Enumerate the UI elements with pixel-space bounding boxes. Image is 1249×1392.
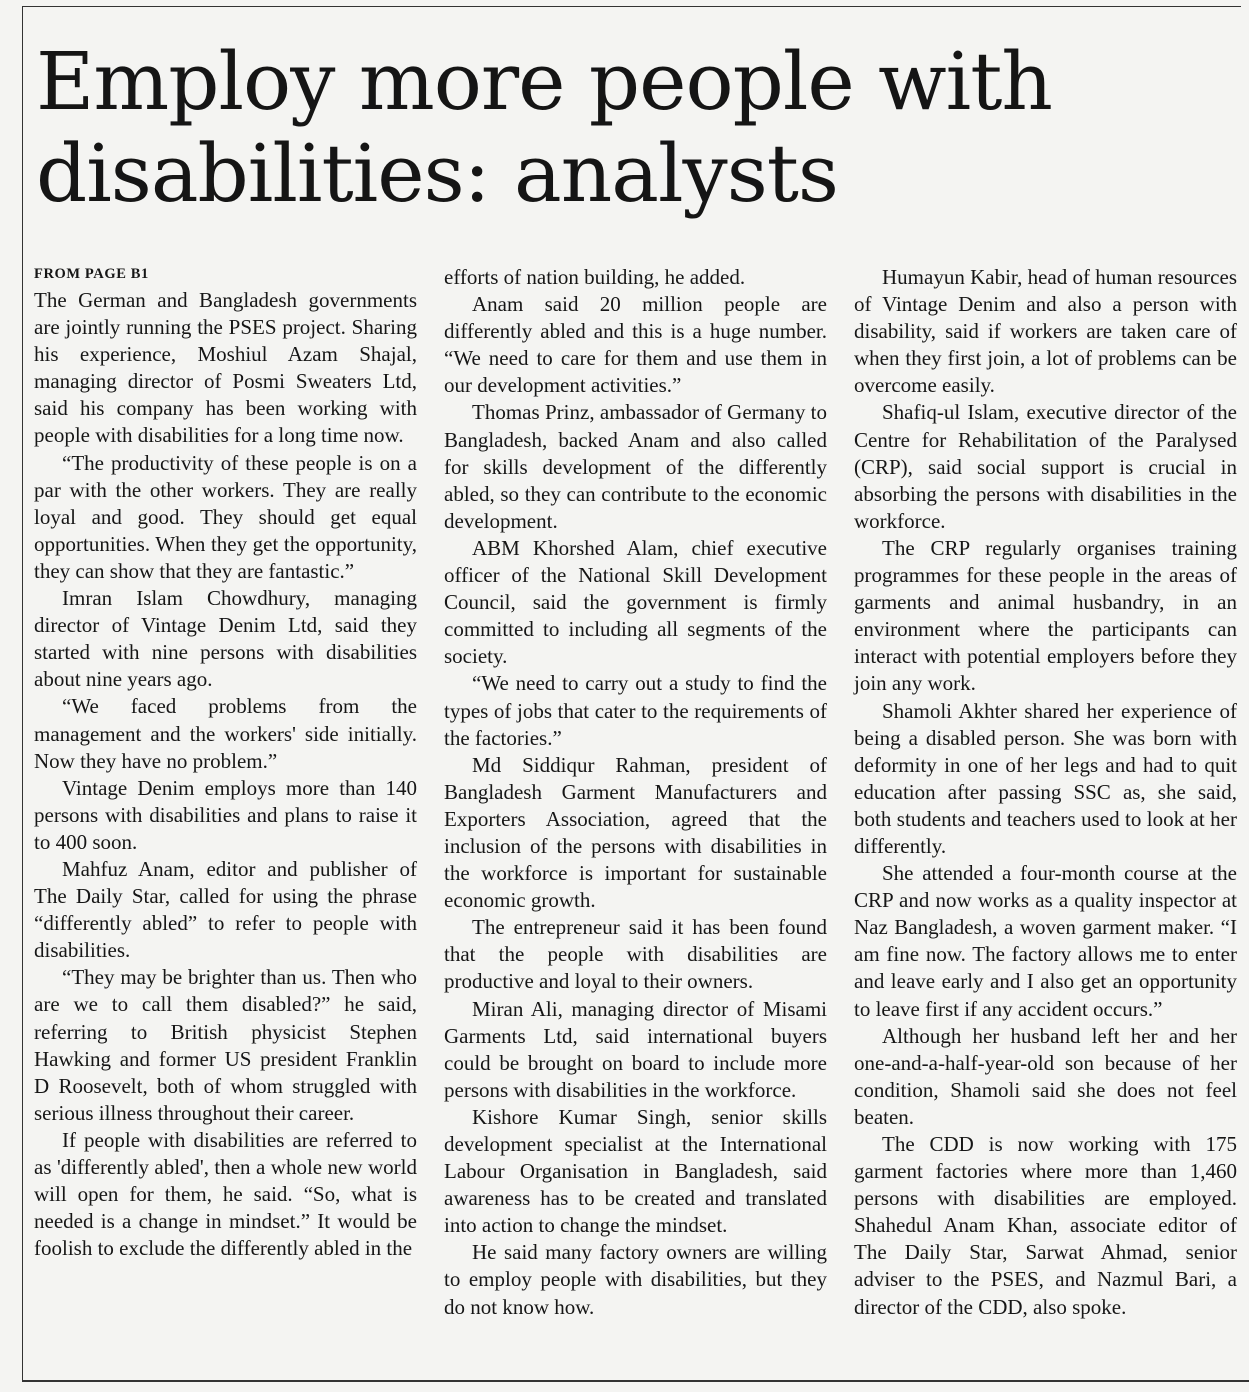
- article-column-2: [444, 264, 827, 1321]
- paragraph: “We need to carry out a study to find the types of jobs that cater to the requirements of the factories.”: [444, 671, 827, 750]
- paragraph: efforts of nation building, he added.: [444, 265, 746, 289]
- paragraph: The German and Bangladesh governments are jointly running the PSES project. Sharing his experience, Moshiul Azam Shajal, managing director of Posmi Sweaters Ltd, said his company has been working with people with disabilities for a long time now.: [34, 288, 417, 448]
- paragraph: Miran Ali, managing director of Misami Garments Ltd, said international buyers could be brought on board to include more persons with disabilities in the workforce.: [444, 996, 827, 1102]
- paragraph: “The productivity of these people is on a par with the other workers. They are really loyal and good. They should get equal opportunities. When they get the opportunity, they can show that they are fantastic.”: [34, 450, 417, 583]
- paragraph: Humayun Kabir, head of human resources of Vintage Denim and also a person with disability, said if workers are taken care of when they first join, a lot of problems can be overcome easily.: [854, 265, 1237, 398]
- top-rule: [22, 6, 1241, 7]
- article-column-1: [34, 264, 417, 1262]
- paragraph: “We faced problems from the management and the workers' side initially. Now they have no problem.”: [34, 694, 417, 773]
- paragraph: Imran Islam Chowdhury, managing director of Vintage Denim Ltd, said they started with nine persons with disabilities about nine years ago.: [34, 586, 417, 692]
- bottom-rule: [22, 1380, 1249, 1382]
- kicker: FROM PAGE B1: [34, 266, 149, 282]
- paragraph: Although her husband left her and her one-and-a-half-year-old son because of her condition, Shamoli said she does not feel beaten.: [854, 1023, 1237, 1129]
- paragraph: Kishore Kumar Singh, senior skills development specialist at the International Labour Organisation in Bangladesh, said awareness has to be created and translated into action to change the mindset.: [444, 1104, 827, 1238]
- paragraph: Anam said 20 million people are differently abled and this is a huge number. “We need to care for them and use them in our development activities.”: [444, 292, 827, 398]
- paragraph: Thomas Prinz, ambassador of Germany to Bangladesh, backed Anam and also called for skills development of the differently abled, so they can contribute to the economic development.: [444, 400, 827, 533]
- paragraph: “They may be brighter than us. Then who are we to call them disabled?” he said, referring to British physicist Stephen Hawking and former US president Franklin D Roosevelt, both of whom struggled with serious illness throughout their career.: [34, 965, 417, 1125]
- left-rule: [22, 6, 23, 1381]
- paragraph: He said many factory owners are willing to employ people with disabilities, but they do not know how.: [444, 1240, 827, 1319]
- article-column-3: [854, 264, 1237, 1321]
- paragraph: Shafiq-ul Islam, executive director of the Centre for Rehabilitation of the Paralysed (CRP), said social support is crucial in absorbing the persons with disabilities in the workforce.: [854, 400, 1237, 533]
- paragraph: Vintage Denim employs more than 140 persons with disabilities and plans to raise it to 400 soon.: [34, 775, 417, 854]
- paragraph: Shamoli Akhter shared her experience of being a disabled person. She was born with deformity in one of her legs and had to quit education after passing SSC as, she said, both students and teachers used to look at her differently.: [854, 698, 1237, 858]
- paragraph: The entrepreneur said it has been found that the people with disabilities are productive and loyal to their owners.: [444, 915, 827, 994]
- paragraph: ABM Khorshed Alam, chief executive officer of the National Skill Development Council, said the government is firmly committed to including all segments of the society.: [444, 535, 827, 669]
- paragraph: Mahfuz Anam, editor and publisher of The Daily Star, called for using the phrase “differently abled” to refer to people with disabilities.: [34, 856, 417, 963]
- paragraph: If people with disabilities are referred to as 'differently abled', then a whole new world will open for them, he said. “So, what is needed is a change in mindset.” It would be foolish to exclude the differently abled in the: [34, 1127, 417, 1261]
- paragraph: Md Siddiqur Rahman, president of Bangladesh Garment Manufacturers and Exporters Association, agreed that the inclusion of the persons with disabilities in the workforce is important for sustainable economic growth.: [444, 752, 827, 913]
- paragraph: The CRP regularly organises training programmes for these people in the areas of garments and animal husbandry, in an environment where the participants can interact with potential employers before they join any work.: [854, 535, 1237, 696]
- paragraph: She attended a four-month course at the CRP and now works as a quality inspector at Naz Bangladesh, a woven garment maker. “I am fine now. The factory allows me to enter and leave early and I also get an opportunity to leave first if any accident occurs.”: [854, 861, 1237, 1021]
- headline: Employ more people with disabilities: analysts: [36, 35, 1052, 220]
- paragraph: The CDD is now working with 175 garment factories where more than 1,460 persons with disabilities are employed. Shahedul Anam Khan, associate editor of The Daily Star, Sarwat Ahmad, senior adviser to the PSES, and Nazmul Bari, a director of the CDD, also spoke.: [854, 1132, 1237, 1319]
